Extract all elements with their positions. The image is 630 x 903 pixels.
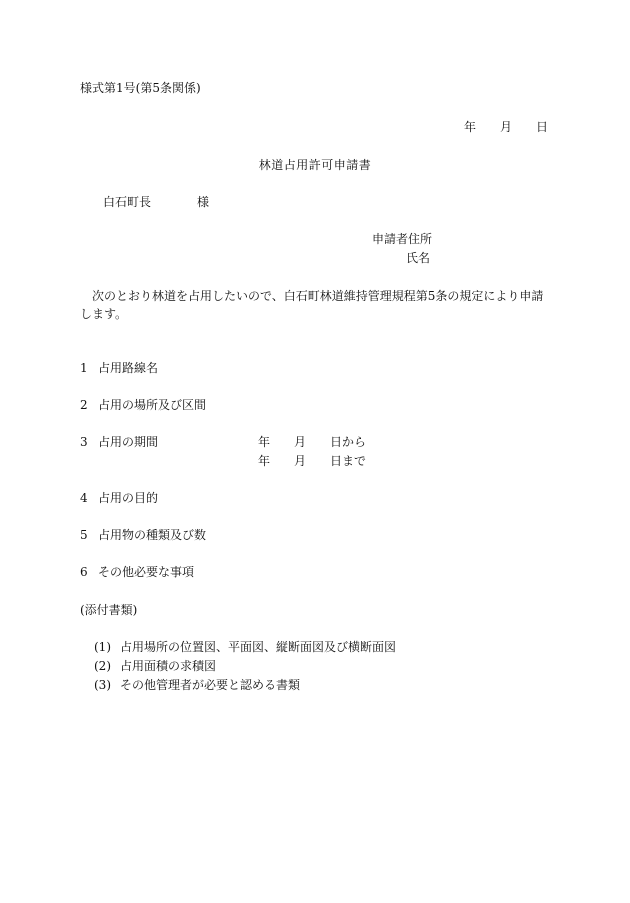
item-label: その他必要な事項 [98,565,195,579]
date-year-label: 年 [464,120,477,134]
date-month-label: 月 [500,120,513,134]
body-text: 次のとおり林道を占用したいので、白石町林道維持管理規程第5条の規定により申請します。 [80,289,544,321]
attachment-label: その他管理者が必要と認める書類 [120,678,301,692]
attachment-item [94,677,300,693]
attachment-item [94,658,216,674]
item-label: 占用の期間 [98,435,159,449]
item-number: 1 [80,361,88,375]
applicant-name-label: 氏名 [406,251,431,265]
attachment-number: (2) [94,659,111,673]
attachments-heading: (添付書類) [80,603,138,617]
item-purpose [80,490,158,506]
period-to-month: 月 [294,454,307,468]
period-to [258,453,366,469]
form-number: 様式第1号(第5条関係) [80,81,201,95]
addressee [103,194,209,210]
period-from [258,434,366,450]
item-label: 占用の場所及び区間 [98,398,207,412]
item-number: 6 [80,565,88,579]
item-route-name [80,360,158,376]
attachment-label: 占用面積の求積図 [120,659,217,673]
date-line [464,119,548,135]
addressee-honorific: 様 [197,195,210,209]
item-label: 占用物の種類及び数 [98,528,207,542]
period-to-day: 日まで [330,454,367,468]
attachment-number: (3) [94,678,111,692]
item-number: 3 [80,435,88,449]
date-day-label: 日 [536,120,549,134]
item-label: 占用の目的 [98,491,159,505]
item-object-type [80,527,206,543]
document-title: 林道占用許可申請書 [258,158,372,172]
period-to-year: 年 [258,454,271,468]
attachment-item [94,639,396,655]
period-from-month: 月 [294,435,307,449]
addressee-name: 白石町長 [103,195,152,209]
item-period [80,434,158,450]
item-location [80,397,206,413]
item-number: 2 [80,398,88,412]
item-number: 4 [80,491,88,505]
period-from-year: 年 [258,435,271,449]
applicant-address-label: 申請者住所 [372,232,433,246]
item-label: 占用路線名 [98,361,159,375]
item-other-matters [80,564,194,580]
period-from-day: 日から [330,435,367,449]
attachment-label: 占用場所の位置図、平面図、縦断面図及び横断面図 [120,640,397,654]
attachment-number: (1) [94,640,111,654]
item-number: 5 [80,528,88,542]
